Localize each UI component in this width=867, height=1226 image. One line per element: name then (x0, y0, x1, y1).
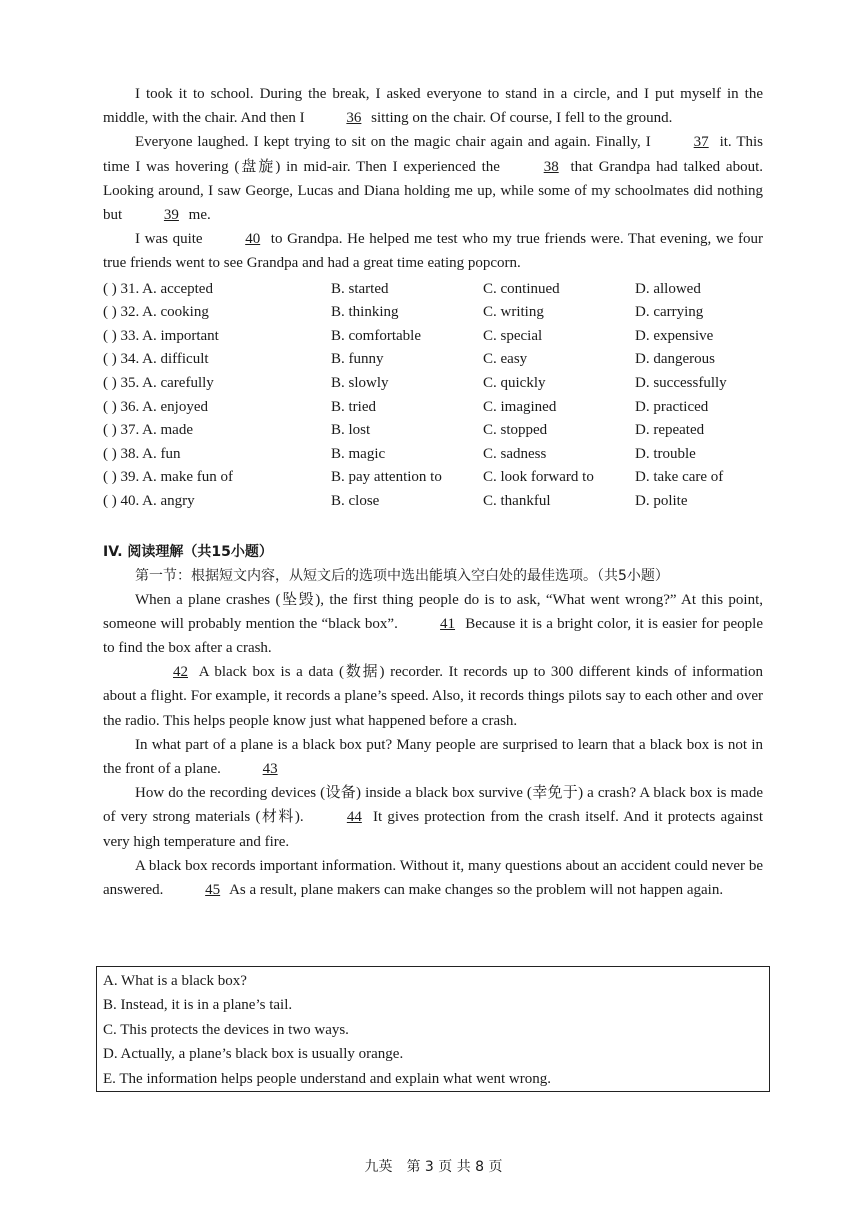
blank-45[interactable]: 45 (205, 882, 221, 898)
question-row[interactable]: ( ) 39. A. make fun of B. pay attention to C. look forward to D. take care of (103, 469, 724, 486)
blank-42[interactable]: 42 (173, 664, 188, 681)
story-paragraph-1: I took it to school. During the break, I asked everyone to stand in a circle, and I put myself in the middle, with the chair. And then I 36 sitting on the chair. Of course, I fell to the ground. (103, 82, 763, 130)
question-row[interactable]: ( ) 37. A. made B. lost C. stopped D. repeated (103, 422, 705, 439)
question-row[interactable]: ( ) 32. A. cooking B. thinking C. writing D. carrying (103, 304, 704, 321)
blank-43[interactable]: 43 (262, 760, 278, 777)
question-row[interactable]: ( ) 35. A. carefully B. slowly C. quickly D. successfully (103, 375, 727, 391)
option-b[interactable]: B. Instead, it is in a plane’s tail. (103, 997, 293, 1014)
blank-36[interactable]: 36 (346, 110, 362, 127)
answer-options-box (96, 966, 770, 1092)
section-4-instruction: 第一节：根据短文内容，从短文后的选项中选出能填入空白处的最佳选项。（共5小题） (135, 567, 669, 584)
question-row[interactable]: ( ) 36. A. enjoyed B. tried C. imagined D. practiced (103, 398, 709, 415)
story-paragraph-3: I was quite 40 to Grandpa. He helped me test who my true friends were. That evening, we four true friends went to see Grandpa and had a great time eating popcorn. (103, 227, 763, 275)
question-row[interactable]: ( ) 31. A. accepted B. started C. continued D. allowed (103, 280, 701, 297)
section-4-title: IV. 阅读理解（共15小题） (103, 543, 273, 560)
blank-41[interactable]: 41 (440, 615, 456, 632)
blank-39[interactable]: 39 (163, 207, 179, 224)
option-e[interactable]: E. The information helps people understand and explain what went wrong. (103, 1070, 551, 1087)
page-content (103, 82, 763, 902)
cloze-question-list (103, 278, 763, 514)
reading-paragraph-3: In what part of a plane is a black box put? Many people are surprised to learn that a black box is not in the front of a plane. 43 (103, 733, 763, 781)
reading-paragraph-1: When a plane crashes (坠毁), the first thing people do is to ask, “What went wrong?” At this point, someone will probably mention the “black box”. 41 Because it is a bright color, it is easier for people to find the box after a crash. (103, 591, 764, 656)
blank-38[interactable]: 38 (543, 158, 559, 175)
blank-44[interactable]: 44 (346, 809, 362, 826)
option-d[interactable]: D. Actually, a plane’s black box is usually orange. (103, 1046, 404, 1063)
reading-paragraph-2: 42 A black box is a data (数据) recorder. It records up to 300 different kinds of information about a flight. For example, it records a plane’s speed. Also, it records things pilots say to each other and over the radio. This helps people know just what happened before a crash. (103, 660, 763, 733)
question-row[interactable]: ( ) 33. A. important B. comfortable C. special D. expensive (103, 327, 714, 344)
page-footer: 九英 第 3 页 共 8 页 (364, 1159, 503, 1175)
reading-paragraph-5: A black box records important information. Without it, many questions about an accident could never be answered. 45 As a result, plane makers can make changes so the problem will not happen again. (103, 854, 763, 902)
blank-40[interactable]: 40 (245, 231, 261, 248)
blank-37[interactable]: 37 (693, 134, 709, 151)
question-row[interactable]: ( ) 40. A. angry B. close C. thankful D. polite (103, 492, 688, 509)
question-row[interactable]: ( ) 34. A. difficult B. funny C. easy D. dangerous (103, 351, 715, 368)
question-row[interactable]: ( ) 38. A. fun B. magic C. sadness D. trouble (103, 445, 696, 462)
option-a[interactable]: A. What is a black box? (103, 973, 247, 989)
story-paragraph-2: Everyone laughed. I kept trying to sit on the magic chair again and again. Finally, I 37 it. This time I was hovering (盘旋) in mid-air. Then I experienced the 38 that Grandpa had talked about. Looking around, I saw George, Lucas and Diana holding me up, while some of my schoolmates did nothing but 39 me. (103, 130, 763, 227)
reading-paragraph-4: How do the recording devices (设备) inside a black box survive (幸免于) a crash? A black box is made of very strong materials (材料). 44 It gives protection from the crash itself. And it protects against very high temperature and fire. (103, 785, 763, 850)
option-c[interactable]: C. This protects the devices in two ways. (103, 1021, 349, 1038)
